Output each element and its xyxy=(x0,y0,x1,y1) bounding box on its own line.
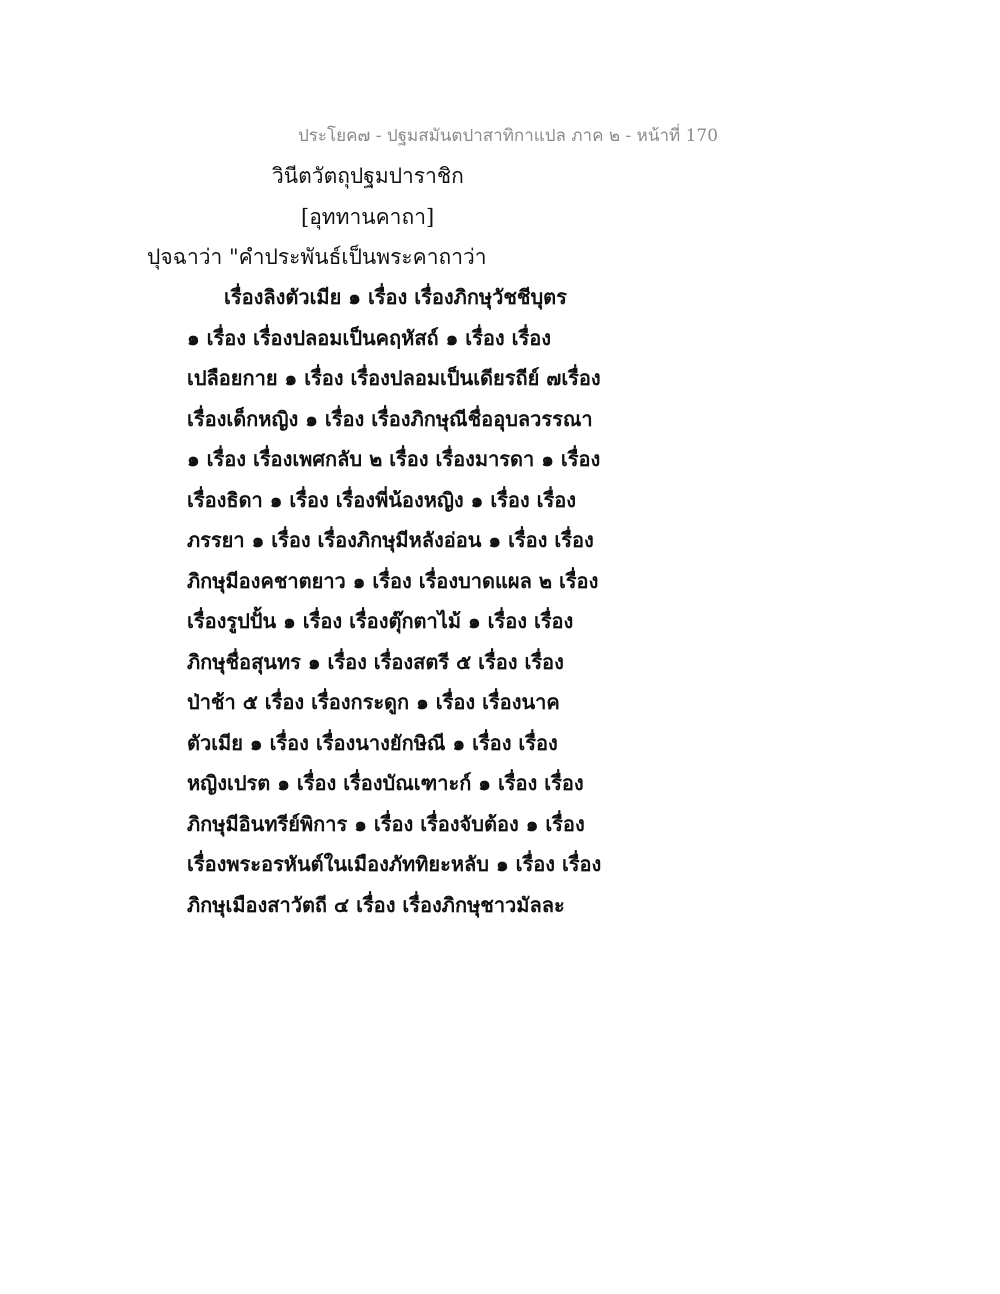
verse-line: เรื่องลิงตัวเมีย ๑ เรื่อง เรื่องภิกษุวัชชีบุตร xyxy=(224,285,567,309)
verse-line: ๑ เรื่อง เรื่องเพศกลับ ๒ เรื่อง เรื่องมารดา ๑ เรื่อง xyxy=(187,447,601,471)
verse-line: เปลือยกาย ๑ เรื่อง เรื่องปลอมเป็นเดียรถีย์ ๗เรื่อง xyxy=(187,366,601,390)
verse-line: ภรรยา ๑ เรื่อง เรื่องภิกษุมีหลังอ่อน ๑ เรื่อง เรื่อง xyxy=(187,528,594,552)
verse-line: เรื่องธิดา ๑ เรื่อง เรื่องพี่น้องหญิง ๑ เรื่อง เรื่อง xyxy=(187,488,576,512)
verse-line: ภิกษุชื่อสุนทร ๑ เรื่อง เรื่องสตรี ๕ เรื่อง เรื่อง xyxy=(187,650,564,674)
verse-line: ภิกษุเมืองสาวัตถี ๔ เรื่อง เรื่องภิกษุชาวมัลละ xyxy=(187,893,565,917)
verse-line: เรื่องเด็กหญิง ๑ เรื่อง เรื่องภิกษุณีชื่ออุบลวรรณา xyxy=(187,407,593,431)
verse-line: ภิกษุมีองคชาตยาว ๑ เรื่อง เรื่องบาดแผล ๒ เรื่อง xyxy=(187,569,599,593)
verse-line: เรื่องรูปปั้น ๑ เรื่อง เรื่องตุ๊กตาไม้ ๑ เรื่อง เรื่อง xyxy=(187,609,574,633)
verse-line: ภิกษุมีอินทรีย์พิการ ๑ เรื่อง เรื่องจับต้อง ๑ เรื่อง xyxy=(187,812,585,836)
verse-line: หญิงเปรต ๑ เรื่อง เรื่องบัณเฑาะก์ ๑ เรื่อง เรื่อง xyxy=(187,771,584,795)
verse-line: ๑ เรื่อง เรื่องปลอมเป็นคฤหัสถ์ ๑ เรื่อง เรื่อง xyxy=(187,326,551,350)
verse-line: ป่าช้า ๕ เรื่อง เรื่องกระดูก ๑ เรื่อง เรื่องนาค xyxy=(187,690,560,714)
section-title: [อุททานคาถา] xyxy=(301,205,435,229)
intro-line: ปุจฉาว่า "คำประพันธ์เป็นพระคาถาว่า xyxy=(147,245,487,269)
verse-line: เรื่องพระอรหันต์ในเมืองภัททิยะหลับ ๑ เรื่อง เรื่อง xyxy=(187,852,602,876)
verse-line: ตัวเมีย ๑ เรื่อง เรื่องนางยักษิณี ๑ เรื่อง เรื่อง xyxy=(187,731,558,755)
chapter-title: วินีตวัตถุปฐมปาราชิก xyxy=(272,164,464,188)
running-header: ประโยค๗ - ปฐมสมันตปาสาทิกาแปล ภาค ๒ - หน้าที่ 170 xyxy=(298,126,719,146)
